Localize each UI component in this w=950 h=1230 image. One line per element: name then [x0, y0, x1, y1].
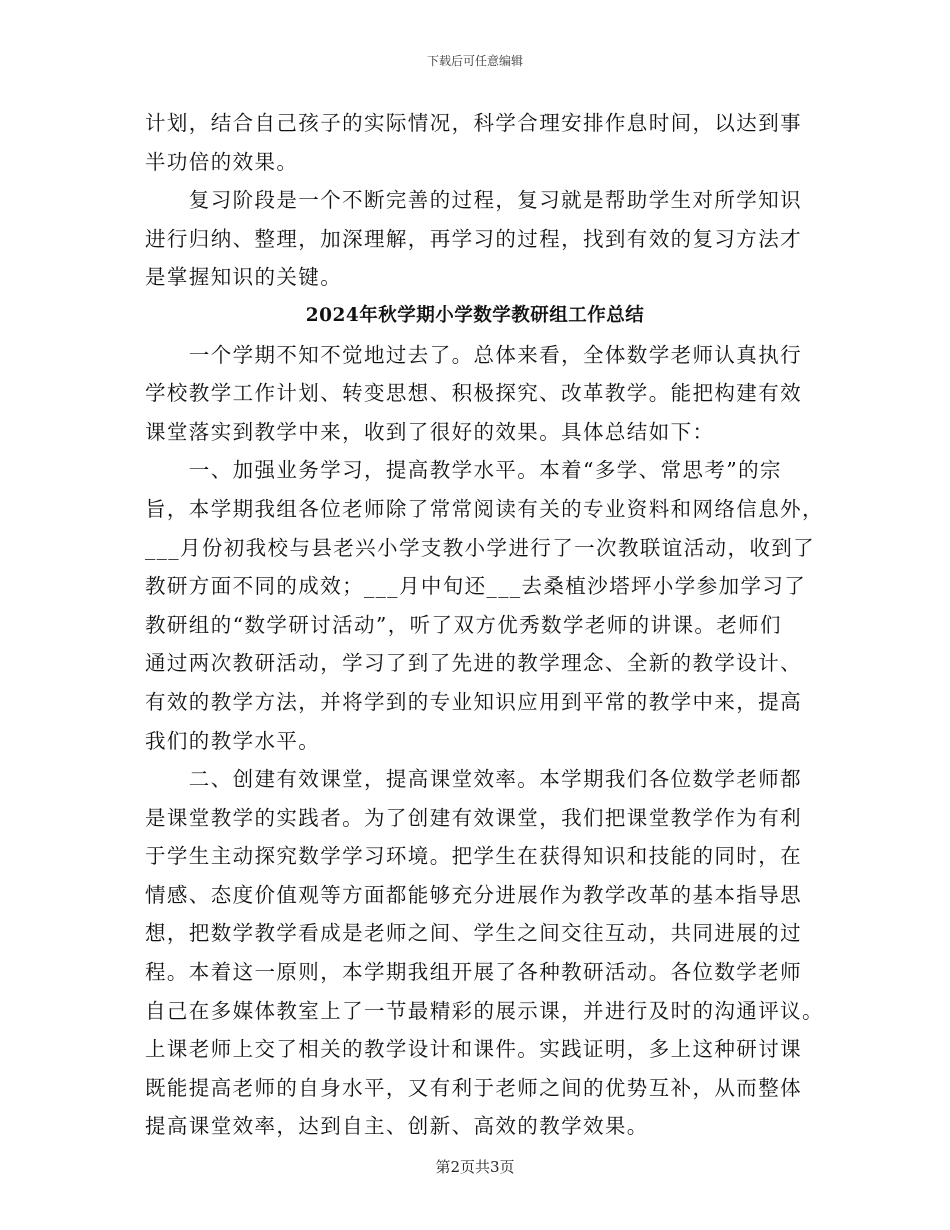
- text-line: 通过两次教研活动，学习了到了先进的教学理念、全新的教学设计、: [145, 651, 802, 676]
- text-line: 有效的教学方法，并将学到的专业知识应用到平常的教学中来，提高: [145, 689, 802, 714]
- text-line: 复习阶段是一个不断完善的过程，复习就是帮助学生对所学知识: [145, 188, 802, 213]
- text-line: 课堂落实到教学中来，收到了很好的效果。具体总结如下：: [145, 419, 715, 444]
- text-line: 是课堂教学的实践者。为了创建有效课堂，我们把课堂教学作为有利: [145, 805, 802, 830]
- text-line: 计划，结合自己孩子的实际情况，科学合理安排作息时间，以达到事: [145, 111, 802, 135]
- text-line: 程。本着这一原则，本学期我组开展了各种教研活动。各位数学老师: [145, 960, 802, 985]
- text-line: 半功倍的效果。: [145, 149, 299, 174]
- text-line: ___月份初我校与县老兴小学支教小学进行了一次教联谊活动，收到了: [145, 535, 816, 560]
- text-line: 情感、态度价值观等方面都能够充分进展作为教学改革的基本指导思: [145, 882, 802, 907]
- text-line: 进行归纳、整理，加深理解，再学习的过程，找到有效的复习方法才: [145, 226, 802, 251]
- text-line: 一个学期不知不觉地过去了。总体来看，全体数学老师认真执行: [145, 342, 802, 367]
- text-line: 二、创建有效课堂，提高课堂效率。本学期我们各位数学老师都: [145, 767, 802, 792]
- text-line: 于学生主动探究数学学习环境。把学生在获得知识和技能的同时，在: [145, 844, 802, 869]
- text-line: 一、加强业务学习，提高教学水平。本着“多学、常思考”的宗: [145, 458, 782, 483]
- page-header: 下载后可任意编辑: [426, 54, 523, 68]
- text-line: 教研组的“数学研讨活动”，听了双方优秀数学老师的讲课。老师们: [145, 612, 782, 637]
- text-line: 教研方面不同的成效；___月中旬还___去桑植沙塔坪小学参加学习了: [145, 574, 807, 599]
- text-line: 想，把数学教学看成是老师之间、学生之间交往互动，共同进展的过: [145, 921, 802, 946]
- page-number: 第2页共3页: [435, 1158, 515, 1176]
- text-line: 既能提高老师的自身水平，又有利于老师之间的优势互补，从而整体: [145, 1075, 802, 1100]
- text-line: 上课老师上交了相关的教学设计和课件。实践证明，多上这种研讨课: [145, 1037, 802, 1062]
- text-line: 我们的教学水平。: [145, 728, 321, 753]
- document-title: 2024年秋学期小学数学教研组工作总结: [305, 304, 645, 326]
- text-line: 旨，本学期我组各位老师除了常常阅读有关的专业资料和网络信息外，: [145, 496, 824, 521]
- text-line: 提高课堂效率，达到自主、创新、高效的教学效果。: [145, 1114, 649, 1139]
- text-line: 自己在多媒体教室上了一节最精彩的展示课，并进行及时的沟通评议。: [145, 998, 824, 1023]
- text-line: 学校教学工作计划、转变思想、积极探究、改革教学。能把构建有效: [145, 381, 802, 406]
- document-body: [145, 104, 824, 1146]
- text-line: 是掌握知识的关键。: [145, 265, 343, 290]
